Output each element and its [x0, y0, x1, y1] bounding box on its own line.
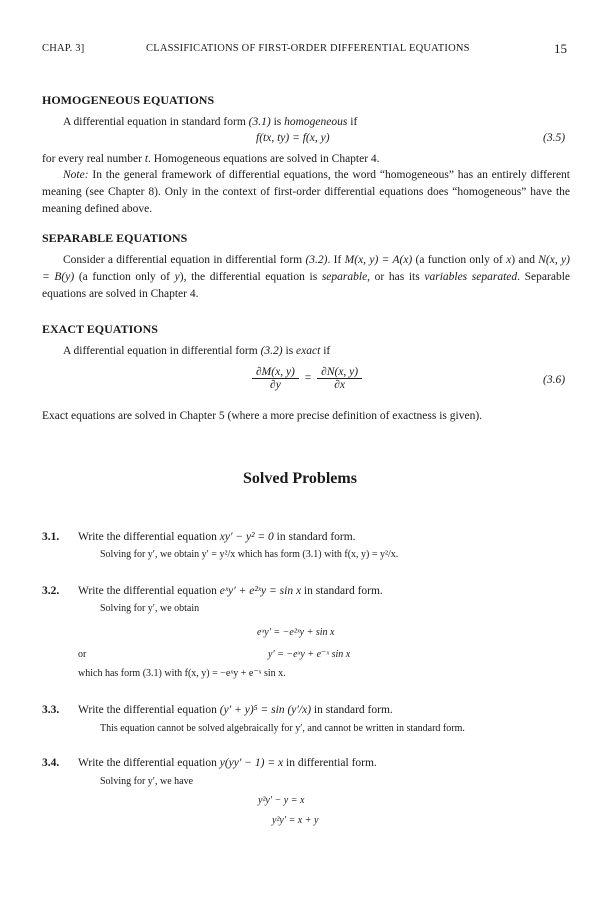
- equation-number-3-6: (3.6): [543, 374, 566, 386]
- text: in standard form.: [273, 531, 356, 543]
- problem-number: 3.4.: [42, 757, 60, 769]
- intro-ref: (3.1): [248, 116, 271, 128]
- solution-end: which has form (3.1) with f(x, y) = −eˣy + e⁻ˣ sin x.: [78, 668, 286, 679]
- text: . If: [327, 254, 345, 266]
- term-separable: separable: [321, 271, 368, 283]
- rhs-denominator: ∂x: [334, 379, 346, 391]
- problem-solution: This equation cannot be solved algebraically for y′, and cannot be written in standard form.: [100, 723, 465, 734]
- equation-number-3-5: (3.5): [543, 132, 566, 144]
- solution-intro: Solving for y′, we have: [100, 776, 194, 787]
- intro-text: is: [270, 116, 285, 128]
- or-label: or: [78, 649, 87, 660]
- problem-number: 3.3.: [42, 704, 60, 716]
- equation-3-6: [252, 366, 362, 391]
- n-expr: N(x, y) = B(y): [42, 254, 570, 283]
- text: in standard form.: [311, 704, 393, 716]
- section-heading-exact: EXACT EQUATIONS: [42, 322, 158, 336]
- statement-eq: y(yy′ − 1) = x: [219, 757, 284, 769]
- homogeneous-intro: [63, 114, 357, 131]
- text: ), the differential equation is: [179, 271, 322, 283]
- text: . Homogeneous equations are solved in Chapter 4.: [148, 153, 380, 165]
- text: (a function only of: [74, 271, 175, 283]
- text: ) and: [511, 254, 539, 266]
- text: if: [320, 345, 331, 357]
- text: A differential equation in differential form: [63, 345, 261, 357]
- lhs-numerator: ∂M(x, y): [252, 366, 299, 379]
- term-exact: exact: [296, 345, 321, 357]
- section-heading-separable: SEPARABLE EQUATIONS: [42, 231, 188, 245]
- y-var: y: [174, 271, 180, 283]
- solution-equation: eˣy′ = −e²ˣy + sin x: [257, 627, 335, 638]
- problem-number: 3.2.: [42, 585, 60, 597]
- rhs-numerator: ∂N(x, y): [317, 366, 362, 379]
- text: in standard form.: [301, 585, 383, 597]
- text: (a function only of: [412, 254, 507, 266]
- text: , or has its: [367, 271, 425, 283]
- solution-equation: y²y′ = x + y: [272, 815, 319, 826]
- text: . Separable equations are solved in Chapter 4.: [42, 271, 571, 300]
- exact-intro: [63, 343, 330, 360]
- solution-intro: Solving for y′, we obtain: [100, 603, 200, 614]
- equals-sign: =: [304, 372, 312, 385]
- ref: (3.2): [260, 345, 283, 357]
- statement-eq: xy′ − y² = 0: [219, 531, 274, 543]
- text: Write the differential equation: [78, 757, 220, 769]
- fraction-lhs: [252, 366, 299, 391]
- intro-text: A differential equation in standard form: [63, 116, 249, 128]
- intro-term: homogeneous: [284, 116, 348, 128]
- separable-paragraph: [42, 252, 570, 303]
- homogeneous-after-eq: [42, 151, 380, 168]
- homogeneous-note: [42, 167, 570, 218]
- text: for every real number: [42, 153, 145, 165]
- var-t: t: [144, 153, 149, 165]
- x-var: x: [506, 254, 512, 266]
- text: Write the differential equation: [78, 704, 220, 716]
- solved-problems-title: Solved Problems: [243, 470, 357, 487]
- equation-3-5: f(tx, ty) = f(x, y): [256, 132, 330, 144]
- term-variables-separated: variables separated: [424, 271, 518, 283]
- text: is: [282, 345, 297, 357]
- problem-solution: Solving for y′, we obtain y′ = y²/x which has form (3.1) with f(x, y) = y²/x.: [100, 549, 399, 560]
- header-chapter: CHAP. 3]: [42, 43, 85, 54]
- m-expr: M(x, y) = A(x): [344, 254, 413, 266]
- exact-after: Exact equations are solved in Chapter 5 (where a more precise definition of exactness is given).: [42, 410, 483, 422]
- note-label: Note:: [63, 169, 89, 181]
- fraction-rhs: [317, 366, 362, 391]
- header-page-number: 15: [554, 41, 567, 56]
- ref: (3.2): [305, 254, 328, 266]
- header-running-title: CLASSIFICATIONS OF FIRST-ORDER DIFFERENTIAL EQUATIONS: [146, 43, 470, 54]
- problem-statement: [78, 757, 377, 769]
- solution-equation: y′ = −eˣy + e⁻ˣ sin x: [268, 649, 351, 660]
- intro-text: if: [347, 116, 358, 128]
- problem-statement: [78, 531, 356, 543]
- section-heading-homogeneous: HOMOGENEOUS EQUATIONS: [42, 93, 215, 107]
- text: in differential form.: [283, 757, 377, 769]
- solution-equation: y²y′ − y = x: [258, 795, 305, 806]
- text: Write the differential equation: [78, 585, 220, 597]
- note-text: In the general framework of differential equations, the word “homogeneous” has an entirely different meaning (see Chapter 8). Only in the context of first-order differential equations does “homogeneous” have the meaning defined above.: [42, 169, 570, 215]
- text: Consider a differential equation in differential form: [63, 254, 306, 266]
- lhs-denominator: ∂y: [270, 379, 281, 391]
- problem-number: 3.1.: [42, 531, 60, 543]
- statement-eq: eˣy′ + e²ˣy = sin x: [219, 585, 302, 597]
- statement-eq: (y′ + y)⁵ = sin (y′/x): [219, 704, 312, 716]
- problem-statement: [78, 585, 383, 597]
- text: Write the differential equation: [78, 531, 220, 543]
- problem-statement: [78, 704, 393, 716]
